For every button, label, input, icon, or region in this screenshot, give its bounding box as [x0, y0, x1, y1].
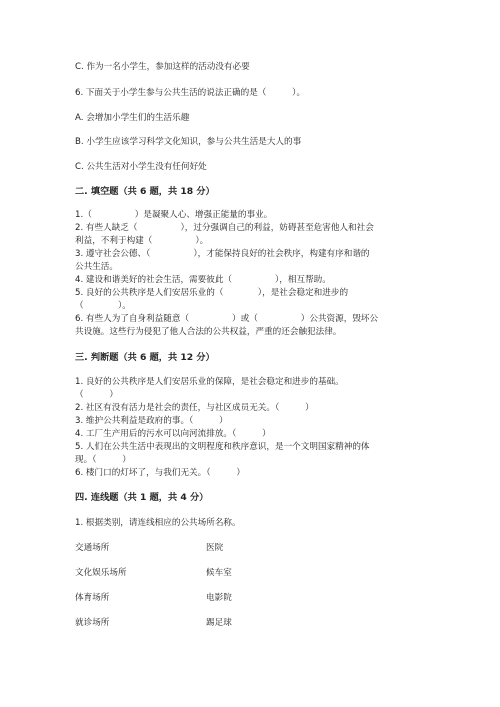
match-left-item: 体育场所	[75, 593, 110, 603]
match-section-heading: 四. 连线题（共 1 题，共 4 分）	[75, 492, 209, 503]
judge-line: （ ）	[75, 390, 118, 400]
mc-option-c-prev: C. 作为一名小学生，参加这样的活动没有必要	[75, 62, 250, 72]
mc-question-6-option-a: A. 会增加小学生们的生活乐趣	[75, 113, 190, 123]
judge-line: 3. 维护公共利益是政府的事。（ ）	[75, 416, 228, 426]
fill-line: 1.（ ）是凝聚人心、增强正能量的事业。	[75, 210, 273, 220]
mc-question-6: 6. 下面关于小学生参与公共生活的说法正确的是（ ）。	[75, 88, 306, 98]
judge-line: 1. 良好的公共秩序是人们安居乐业的保障，是社会稳定和进步的基础。	[75, 377, 344, 387]
fill-line: 共设施。这些行为侵犯了他人合法的公共权益，严重的还会触犯法律。	[75, 327, 342, 337]
fill-line: （ ）。	[75, 301, 131, 311]
judge-line: 5. 人们在公共生活中表现出的文明程度和秩序意识，是一个文明国家精神的体	[75, 442, 370, 452]
fill-line: 6. 有些人为了自身利益随意（ ）或（ ）公共资源，毁坏公	[75, 314, 379, 324]
fill-line: 2. 有些人缺乏（ ），过分强调自己的利益，妨碍甚至危害他人和社会	[75, 223, 374, 233]
match-left-item: 文化娱乐场所	[75, 568, 127, 578]
judge-line: 2. 社区有没有活力是社会的责任，与社区成员无关。（ ）	[75, 403, 314, 413]
match-right-item: 电影院	[206, 593, 232, 603]
fill-line: 5. 良好的公共秩序是人们安居乐业的（ ），是社会稳定和进步的	[75, 288, 349, 298]
fill-line: 利益，不利于构建（ ）。	[75, 236, 209, 246]
fill-line: 4. 建设和谐美好的社会生活，需要彼此（ ），相互帮助。	[75, 275, 331, 285]
mc-question-6-option-b: B. 小学生应该学习科学文化知识，参与公共生活是大人的事	[75, 137, 302, 147]
judge-line: 4. 工厂生产用后的污水可以向河流排放。（ ）	[75, 429, 271, 439]
mc-question-6-option-c: C. 公共生活对小学生没有任何好处	[75, 162, 207, 172]
fill-section-heading: 二. 填空题（共 6 题，共 18 分）	[75, 186, 215, 197]
match-left-item: 交通场所	[75, 543, 110, 553]
judge-section-heading: 三. 判断题（共 6 题，共 12 分）	[75, 352, 215, 363]
judge-line: 现。（ ）	[75, 455, 131, 465]
fill-line: 公共生活。	[75, 262, 118, 272]
fill-line: 3. 遵守社会公德、（ ），才能保持良好的社会秩序，构建有序和谐的	[75, 249, 370, 259]
match-right-item: 候车室	[206, 568, 232, 578]
match-right-item: 医院	[206, 543, 224, 553]
match-intro: 1. 根据类别，请连线相应的公共场所名称。	[75, 518, 241, 528]
match-right-item: 踢足球	[206, 618, 232, 628]
match-left-item: 就诊场所	[75, 618, 110, 628]
judge-line: 6. 楼门口的灯坏了，与我们无关。（ ）	[75, 468, 245, 478]
